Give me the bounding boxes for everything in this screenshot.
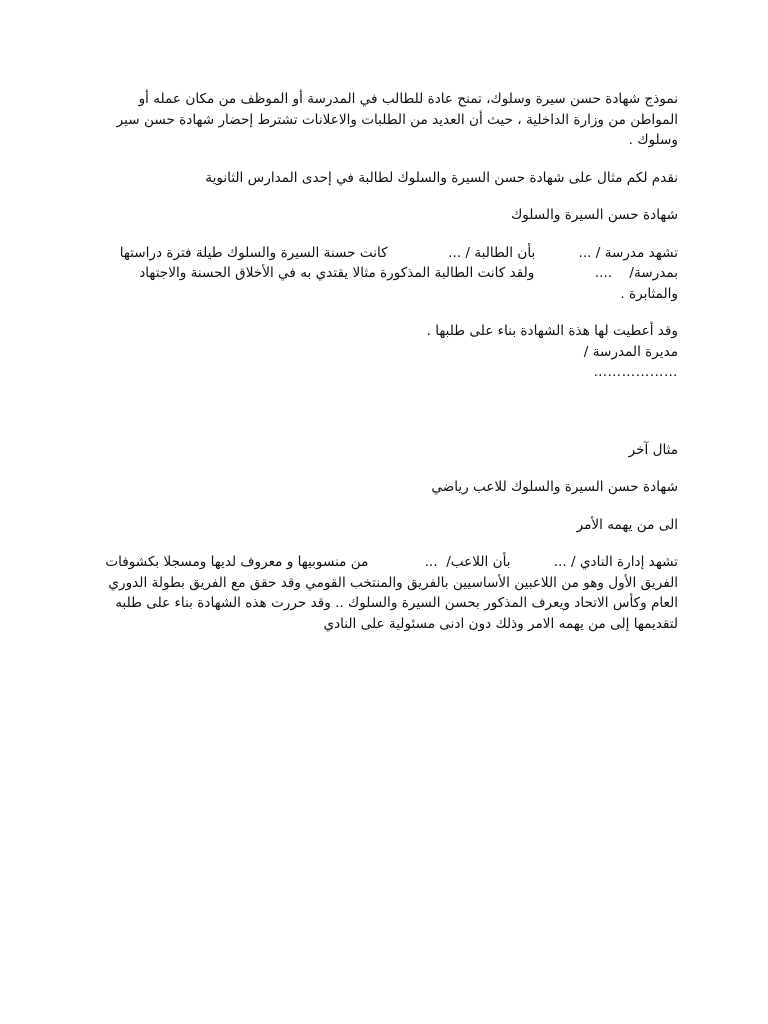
example1-body-line-2: بمدرسة/ .... ولقد كانت الطالبة المذكورة مثالا يقتدي به في الأخلاق الحسنة والاجتهاد [139, 265, 678, 281]
example1-intro [93, 168, 678, 189]
example2-body-line-4: لتقديمها إلى من يهمه الامر وذلك دون ادنى مسئولية على النادي [323, 615, 678, 632]
spacer [93, 460, 678, 477]
spacer [93, 304, 678, 321]
example2-body-line-2: الفريق الأول وهو من اللاعبين الأساسيين بالفريق والمنتخب القومي وقد حقق مع الفريق بطولة الدوري [108, 574, 678, 591]
signature-dots: ……………… [593, 364, 678, 380]
example1-title [93, 205, 678, 226]
spacer [93, 535, 678, 552]
document-body [93, 89, 678, 634]
example2-addressee [93, 515, 678, 536]
intro-paragraph [93, 89, 678, 151]
spacer [93, 226, 678, 243]
example1-intro-text: نقدم لكم مثال على شهادة حسن السيرة والسلوك لطالبة في إحدى المدارس الثانوية [205, 169, 678, 186]
spacer [93, 498, 678, 515]
example1-title-text: شهادة حسن السيرة والسلوك [511, 207, 678, 223]
intro-line-3: وسلوك . [628, 132, 678, 148]
school-principal-label: مديرة المدرسة / [583, 343, 678, 360]
intro-line-2: المواطن من وزارة الداخلية ، حيث أن العديد من الطلبات والاعلانات تشترط إحضار شهادة حسن سير [116, 111, 678, 128]
spacer [93, 383, 678, 440]
example2-title [93, 477, 678, 498]
example2-title-text: شهادة حسن السيرة والسلوك للاعب رياضي [431, 479, 678, 495]
example1-body-line-3: والمثابرة . [620, 285, 678, 302]
example2-body-line-3: العام وكأس الاتحاد ويعرف المذكور بحسن السيرة والسلوك .. وقد حررت هذه الشهادة بناء على طلبه [115, 595, 678, 611]
example1-closing [93, 321, 678, 383]
example1-body [93, 243, 678, 305]
example1-closing-line-1: وقد أعطيت لها هذة الشهادة بناء على طلبها . [426, 323, 678, 339]
example2-body-line-1: تشهد إدارة النادي / ... بأن اللاعب/ ... من منسوبيها و معروف لديها ومسجلا بكشوفات [105, 554, 678, 570]
intro-line-1: نموذج شهادة حسن سيرة وسلوك، تمنح عادة للطالب في المدرسة أو الموظف من مكان عمله أو [138, 91, 678, 107]
example2-heading [93, 440, 678, 461]
example2-body [93, 552, 678, 634]
example2-heading-text: مثال آخر [628, 441, 678, 458]
spacer [93, 188, 678, 205]
spacer [93, 151, 678, 168]
example1-body-line-1: تشهد مدرسة / ... بأن الطالبة / ... كانت حسنة السيرة والسلوك طيلة فترة دراستها [119, 244, 678, 261]
example2-addressee-text: الى من يهمه الأمر [576, 516, 678, 533]
